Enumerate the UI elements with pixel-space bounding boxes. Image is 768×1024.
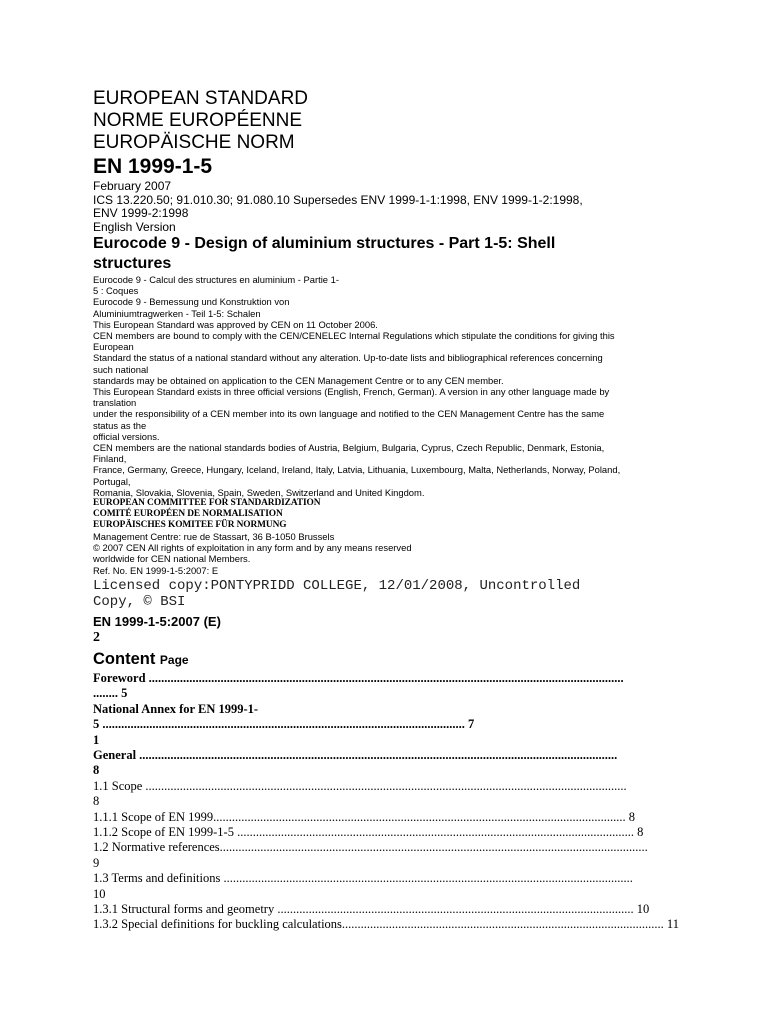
body-line: This European Standard was approved by CEN on 11 October 2006. [93, 318, 378, 330]
toc-page-national-annex: 5 .................................................................................................................... 7 [93, 717, 475, 732]
body-line: Romania, Slovakia, Slovenia, Spain, Sweden, Switzerland and United Kingdom. [93, 486, 425, 498]
standard-title-de: EUROPÄISCHE NORM [93, 132, 295, 153]
toc-entry-general[interactable]: General ......................................................................................................................................................... [93, 747, 618, 762]
body-line: European [93, 341, 134, 353]
toc-page-scope: 8 [93, 794, 100, 809]
body-line: 5 : Coques [93, 285, 139, 297]
body-line: Eurocode 9 - Calcul des structures en aluminium - Partie 1- [93, 274, 339, 285]
management-centre: Management Centre: rue de Stassart, 36 B-1050 Brussels [93, 531, 335, 543]
document-title-line-2: structures [93, 255, 172, 272]
toc-entry-scope-en1999-1-5[interactable]: 1.1.2 Scope of EN 1999-1-5 ............................................................................................................................... 8 [93, 824, 644, 839]
toc-page-foreword: ........ 5 [93, 686, 128, 701]
toc-entry-scope[interactable]: 1.1 Scope .......................................................................................................................................................... [93, 778, 627, 793]
toc-entry-foreword[interactable]: Foreword ........................................................................................................................................................ [93, 670, 624, 685]
committee-name-en: EUROPEAN COMMITTEE FOR STANDARDIZATION [93, 498, 321, 509]
page-number: 2 [93, 629, 100, 645]
toc-entry-national-annex[interactable]: National Annex for EN 1999-1- [93, 701, 259, 716]
toc-section-number-1: 1 [93, 732, 100, 747]
table-of-contents [93, 671, 683, 933]
toc-entry-structural-forms[interactable]: 1.3.1 Structural forms and geometry .................................................................................................................. 10 [93, 901, 650, 916]
body-line: Portugal, [93, 475, 131, 487]
toc-page-terms-definitions: 10 [93, 886, 106, 901]
reference-number: Ref. No. EN 1999-1-5:2007: E [93, 564, 219, 576]
body-line: official versions. [93, 430, 160, 442]
body-line: CEN members are bound to comply with the CEN/CENELEC Internal Regulations which stipulate the conditions for giving this [93, 330, 615, 342]
footer-block [93, 531, 683, 576]
document-page [93, 88, 683, 933]
doc-reference: EN 1999-1-5:2007 (E) [93, 613, 221, 629]
body-line: Eurocode 9 - Bemessung und Konstruktion von [93, 296, 290, 308]
committee-block [93, 498, 683, 531]
license-line-2: Copy, © BSI [93, 594, 186, 611]
committee-name-de: EUROPÄISCHES KOMITEE FÜR NORMUNG [93, 520, 287, 531]
copyright-line-2: worldwide for CEN national Members. [93, 553, 251, 565]
toc-entry-scope-en1999[interactable]: 1.1.1 Scope of EN 1999.................................................................................................................................... 8 [93, 809, 635, 824]
toc-entry-normative-references[interactable]: 1.2 Normative references......................................................................................................................................... [93, 840, 648, 855]
intro-text [93, 274, 683, 498]
contents-page-label: Page [159, 652, 189, 667]
body-line: CEN members are the national standards bodies of Austria, Belgium, Bulgaria, Cyprus, Czech Republic, Denmark, Estonia, [93, 442, 605, 454]
toc-entry-terms-definitions[interactable]: 1.3 Terms and definitions ................................................................................................................................... [93, 871, 633, 886]
body-line: standards may be obtained on application to the CEN Management Centre or to any CEN member. [93, 374, 504, 386]
toc-entry-buckling-definitions[interactable]: 1.3.2 Special definitions for buckling calculations....................................................................................................... 11 [93, 917, 679, 932]
body-line: Aluminiumtragwerken - Teil 1-5: Schalen [93, 307, 261, 319]
body-line: France, Germany, Greece, Hungary, Iceland, Ireland, Italy, Latvia, Lithuania, Luxembourg, Malta, Netherlands, Norway, Poland, [93, 464, 621, 476]
toc-page-general: 8 [93, 763, 100, 778]
document-title-line-1: Eurocode 9 - Design of aluminium structures - Part 1-5: Shell [93, 235, 556, 252]
body-line: translation [93, 397, 137, 409]
body-line: This European Standard exists in three official versions (English, French, German). A version in any other language made by [93, 386, 610, 398]
copyright-line: © 2007 CEN All rights of exploitation in any form and by any means reserved [93, 542, 412, 554]
body-line: under the responsibility of a CEN member into its own language and notified to the CEN Management Centre has the same [93, 408, 605, 420]
standard-number: EN 1999-1-5 [93, 155, 213, 178]
ics-line-1: ICS 13.220.50; 91.010.30; 91.080.10 Supersedes ENV 1999-1-1:1998, ENV 1999-1-2:1998, [93, 192, 583, 207]
license-line-1: Licensed copy:PONTYPRIDD COLLEGE, 12/01/2008, Uncontrolled [93, 577, 581, 594]
ics-line-2: ENV 1999-2:1998 [93, 206, 189, 220]
body-line: Finland, [93, 453, 127, 465]
contents-title: Content [93, 649, 156, 668]
standard-title-fr: NORME EUROPÉENNE [93, 110, 303, 131]
publication-date: February 2007 [93, 179, 172, 193]
body-line: such national [93, 363, 149, 375]
standard-title-en: EUROPEAN STANDARD [93, 88, 309, 109]
body-line: status as the [93, 419, 147, 431]
contents-heading [93, 648, 683, 671]
language-version: English Version [93, 219, 176, 234]
committee-name-fr: COMITÉ EUROPÉEN DE NORMALISATION [93, 509, 283, 520]
toc-page-normative-references: 9 [93, 855, 100, 870]
body-line: Standard the status of a national standard without any alteration. Up-to-date lists and bibliographical references concerning [93, 352, 603, 364]
